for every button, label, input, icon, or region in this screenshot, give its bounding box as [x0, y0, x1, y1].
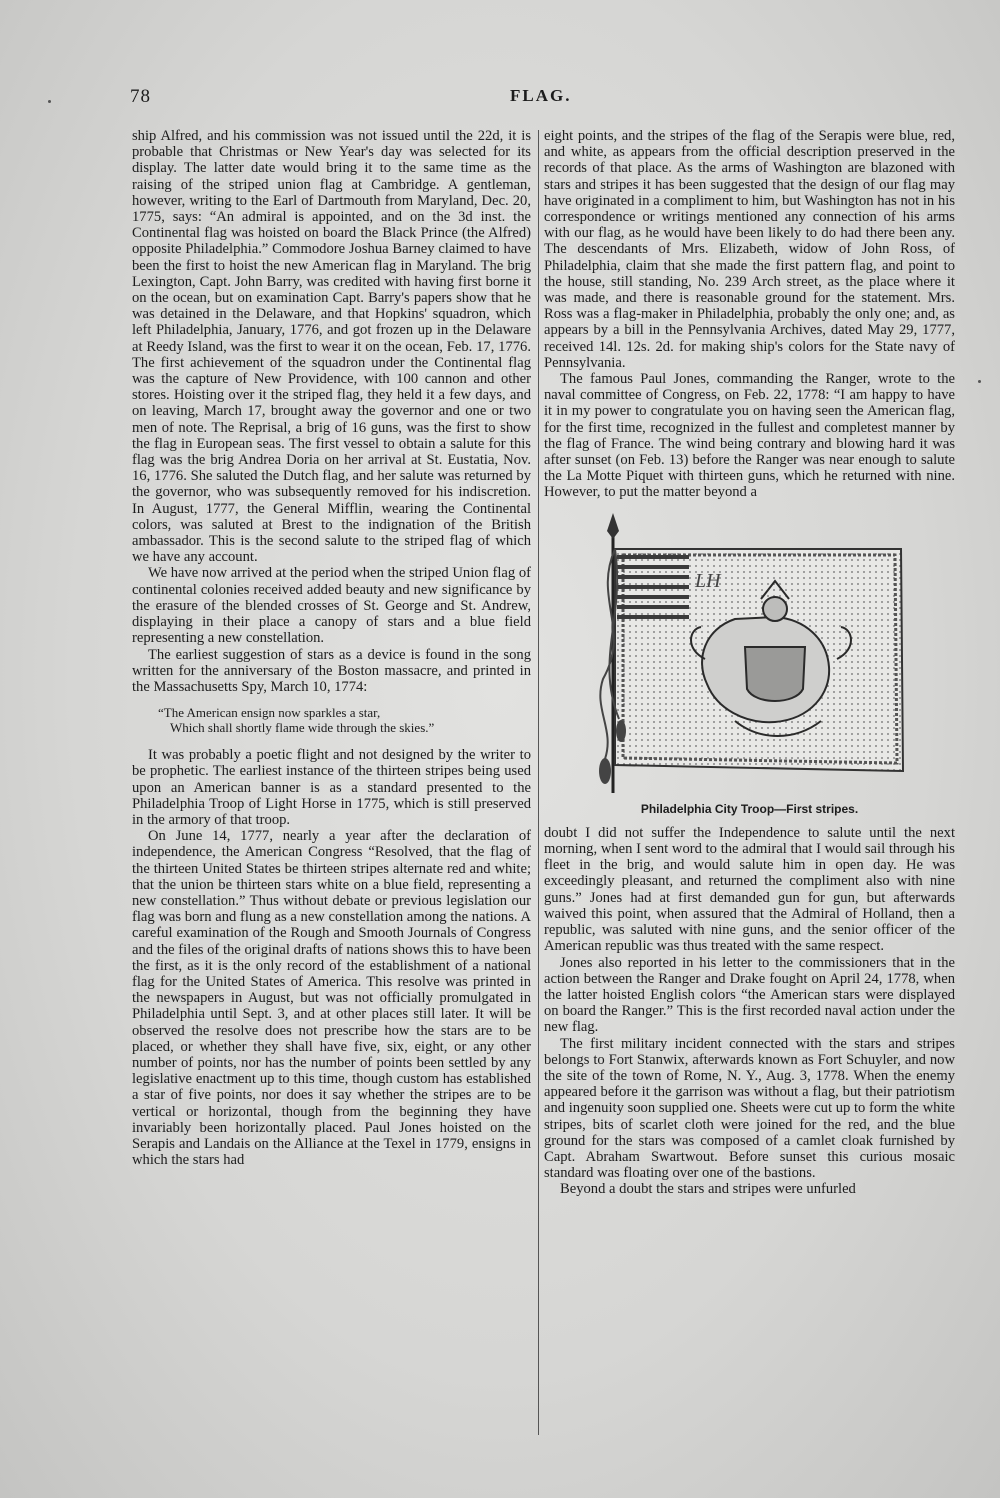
paragraph: doubt I did not suffer the Independence to salute until the next morning, when I sent word to the admiral that I would sail through his fleet in the brig, and would salute him in open day. He was exceedingly pleasant, and returned the compliment also with nine guns.” Jones had at first demanded gun for gun, but afterwards waived this point, when assured that the Admiral of Holland, then a republic, was saluted with nine guns, and the senior officer of the American republic was thus treated with the same respect. [544, 824, 955, 955]
flag-illustration [544, 509, 955, 817]
paragraph: The famous Paul Jones, commanding the Ranger, wrote to the naval committee of Congress, on Feb. 22, 1778: “I am happy to have it in my power to congratulate you on having seen the American flag, for the first time, recognized in the fullest and completest manner by the flag of France. The wind being contrary and blowing hard it was after sunset (on Feb. 13) before the Ranger was near enough to salute the La Motte Piquet with thirteen guns, which he returned with nine. However, to put the matter beyond a [544, 371, 955, 501]
paper-speck [978, 380, 981, 383]
paper-speck [48, 100, 51, 103]
paragraph: On June 14, 1777, nearly a year after the declaration of independence, the American Congress “Resolved, that the flag of the thirteen United States be thirteen stripes alternate red and white; that the union be thirteen stars white on a blue field, representing a new constellation.” Thus without debate or previous legislation our flag was born and flung as a new constellation among the nations. A careful examination of the Rough and Smooth Journals of Congress and the files of the original drafts of nations shows this to have been the first, as it is the only record of the establishment of a national flag for the United States of America. This resolve was printed in the newspapers in August, but was not officially promulgated in Philadelphia until Sept. 3, and at other places still later. It will be observed the resolve does not prescribe how the stars are to be placed, or whether they shall have five, six, eight, or any other number of points, nor has the number of points been settled by any legislative enactment up to this time, though custom has established a star of five points, nor does it say whether the stripes are to be vertical or horizontal, though from the beginning they have invariably been horizontally placed. Paul Jones hoisted on the Serapis and Landais on the Alliance at the Texel in 1779, ensigns in which the stars had [132, 828, 531, 1169]
paragraph: It was probably a poetic flight and not designed by the writer to be prophetic. The earliest instance of the thirteen stripes being used upon an American banner is as a standard presented to the Philadelphia Troop of Light Horse in 1775, which is still preserved in the armory of that troop. [132, 747, 531, 828]
verse-quote [158, 705, 531, 735]
svg-text:LH: LH [694, 569, 721, 592]
paragraph: The first military incident connected with the stars and stripes belongs to Fort Stanwix, afterwards known as Fort Schuyler, and now the site of the town of Rome, N. Y., Aug. 3, 1778. When the enemy appeared before it the garrison was without a flag, but their patriotism and ingenuity soon supplied one. Sheets were cut up to form the white stripes, bits of scarlet cloth were joined for the red, and the blue ground for the stars was composed of a camlet cloak furnished by Capt. Abraham Swartwout. Before sunset this curious mosaic standard was floating over one of the bastions. [544, 1035, 955, 1182]
page-number: 78 [130, 86, 151, 107]
figure-caption: Philadelphia City Troop—First stripes. [640, 801, 859, 816]
verse-line: “The American ensign now sparkles a star, [158, 705, 381, 721]
philadelphia-troop-flag-image [585, 509, 915, 799]
page-header [130, 86, 960, 112]
paragraph: The earliest suggestion of stars as a device is found in the song written for the anniversary of the Boston massacre, and printed in the Massachusetts Spy, March 10, 1774: [132, 646, 531, 695]
paragraph: eight points, and the stripes of the flag of the Serapis were blue, red, and white, as appears from the official description preserved in the records of that place. As the arms of Washington are blazoned with stars and stripes it has been suggested that the design of our flag may have originated in a compliment to him, but Washington has not in his correspondence or writings mentioned any connection of his arms with our flag, as he would have been likely to do had there been any. The descendants of Mrs. Elizabeth, widow of John Ross, of Philadelphia, claim that she made the first pattern flag, and point to the house, still standing, No. 239 Arch street, as the place where it was made, and there is reasonable ground for the statement. Mrs. Ross was a flag-maker in Philadelphia, probably the only one; and, as appears by a bill in the Pennsylvania Archives, dated May 29, 1777, received 14l. 12s. 2d. for making ship's colors for the State navy of Pennsylvania. [544, 128, 955, 371]
paragraph: Jones also reported in his letter to the commissioners that in the action between the Ranger and Drake fought on April 24, 1778, when the latter hoisted English colors “the American stars were displayed on board the Ranger.” This is the first recorded naval action under the new flag. [544, 954, 955, 1036]
column-rule [538, 130, 539, 1435]
running-title: FLAG. [510, 86, 572, 105]
verse-line: Which shall shortly flame wide through the skies.” [170, 720, 435, 736]
right-column [544, 128, 955, 1198]
paragraph: We have now arrived at the period when the striped Union flag of continental colonies received added beauty and new significance by the erasure of the blended crosses of St. George and St. Andrew, displaying in their place a canopy of stars and a blue field representing a new constellation. [132, 565, 531, 647]
paragraph: ship Alfred, and his commission was not issued until the 22d, it is probable that Christmas or New Year's day was selected for its display. The latter date would bring it to the same time as the raising of the striped union flag at Cambridge. A gentleman, however, writing to the Earl of Dartmouth from Maryland, Dec. 20, 1775, says: “An admiral is appointed, and on the 3d inst. the Continental flag was hoisted on board the Black Prince (the Alfred) opposite Philadelphia.” Commodore Joshua Barney claimed to have been the first to hoist the new American flag in Maryland. The brig Lexington, Capt. John Barry, was credited with having first borne it on the ocean, but on examination Capt. Barry's papers show that he was detained in the Delaware, and that Hopkins' squadron, which left Philadelphia, January, 1776, and got frozen up in the Delaware at Reedy Island, was the first to wear it on the ocean, Feb. 17, 1776. The first achievement of the squadron under the Continental flag was the capture of New Providence, with 100 cannon and other stores. Hoisting over it the striped flag, they held it a few days, and on leaving, March 17, brought away the governor and one or two men of note. The Reprisal, a brig of 16 guns, was the first to show the flag in European seas. The first vessel to obtain a salute for this flag was the brig Andrea Doria on her arrival at St. Eustatia, Nov. 16, 1776. She saluted the Dutch flag, and her salute was returned by the governor, who was subsequently removed for his indiscretion. In August, 1777, the General Mifflin, wearing the Continental colors, was saluted at Brest to the indignation of the British ambassador. This is the second salute to the striped flag of which we have any account. [132, 128, 531, 566]
paragraph: Beyond a doubt the stars and stripes were unfurled [560, 1181, 856, 1198]
left-column [132, 128, 531, 1168]
